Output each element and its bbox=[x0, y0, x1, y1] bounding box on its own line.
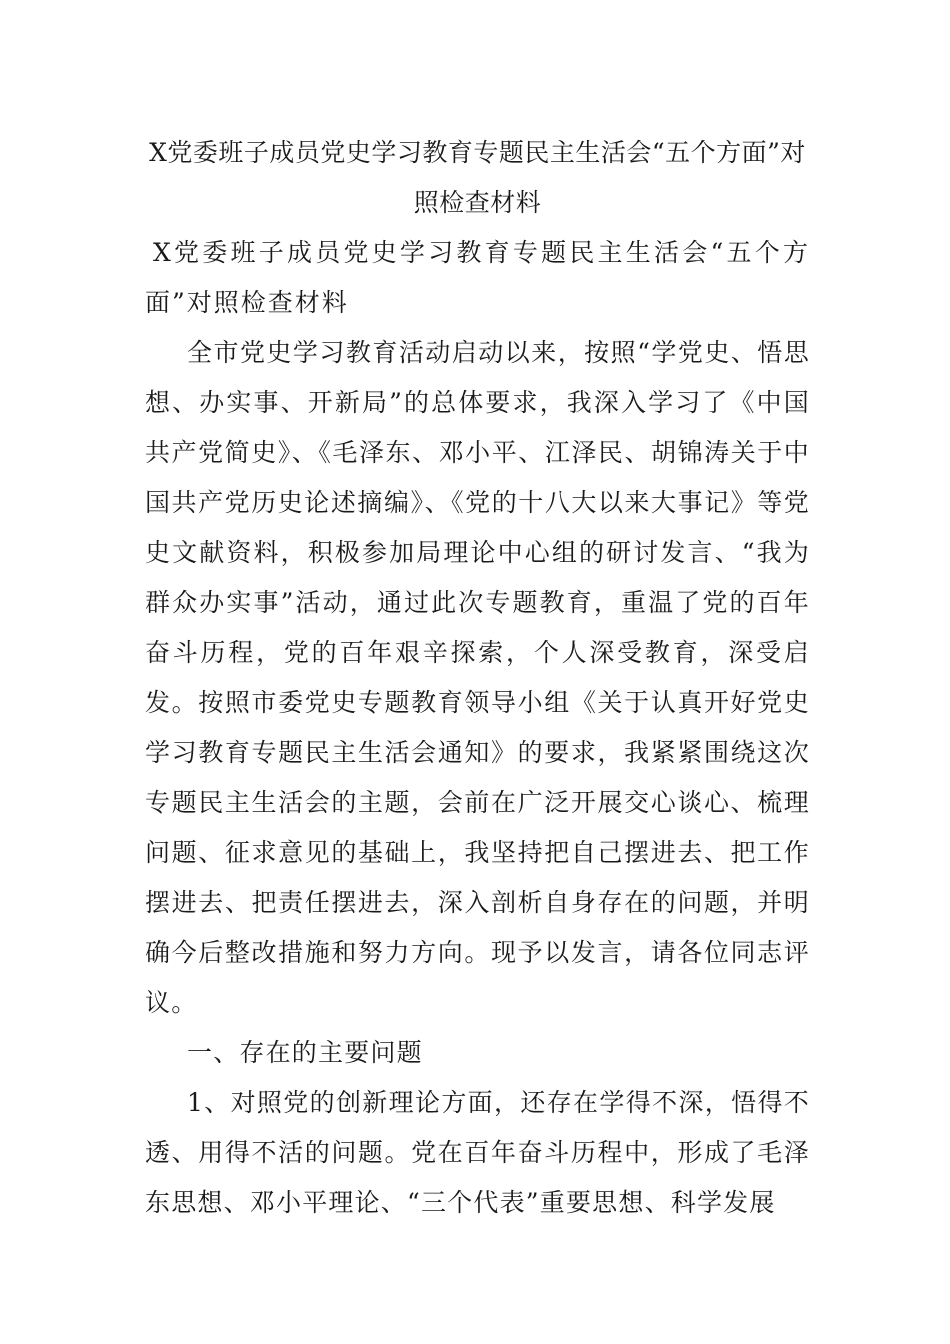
document-title: X党委班子成员党史学习教育专题民主生活会“五个方面”对照检查材料 bbox=[149, 138, 806, 217]
document-subtitle: X党委班子成员党史学习教育专题民主生活会“五个方面”对照检查材料 bbox=[145, 238, 810, 317]
document-page bbox=[145, 128, 810, 1228]
point-1-paragraph: 1、对照党的创新理论方面，还存在学得不深，悟得不透、用得不活的问题。党在百年奋斗历程中，形成了毛泽东思想、邓小平理论、“三个代表”重要思想、科学发展 bbox=[145, 1088, 810, 1217]
section-heading: 一、存在的主要问题 bbox=[187, 1038, 423, 1067]
intro-paragraph: 全市党史学习教育活动启动以来，按照“学党史、悟思想、办实事、开新局”的总体要求，我深入学习了《中国共产党简史》、《毛泽东、邓小平、江泽民、胡锦涛关于中国共产党历史论述摘编》、《党的十八大以来大事记》等党史文献资料，积极参加局理论中心组的研讨发言、“我为群众办实事”活动，通过此次专题教育，重温了党的百年奋斗历程，党的百年艰辛探索，个人深受教育，深受启发。按照市委党史专题教育领导小组《关于认真开好党史学习教育专题民主生活会通知》的要求，我紧紧围绕这次专题民主生活会的主题，会前在广泛开展交心谈心、梳理问题、征求意见的基础上，我坚持把自己摆进去、把工作摆进去、把责任摆进去，深入剖析自身存在的问题，并明确今后整改措施和努力方向。现予以发言，请各位同志评议。 bbox=[145, 338, 810, 1017]
